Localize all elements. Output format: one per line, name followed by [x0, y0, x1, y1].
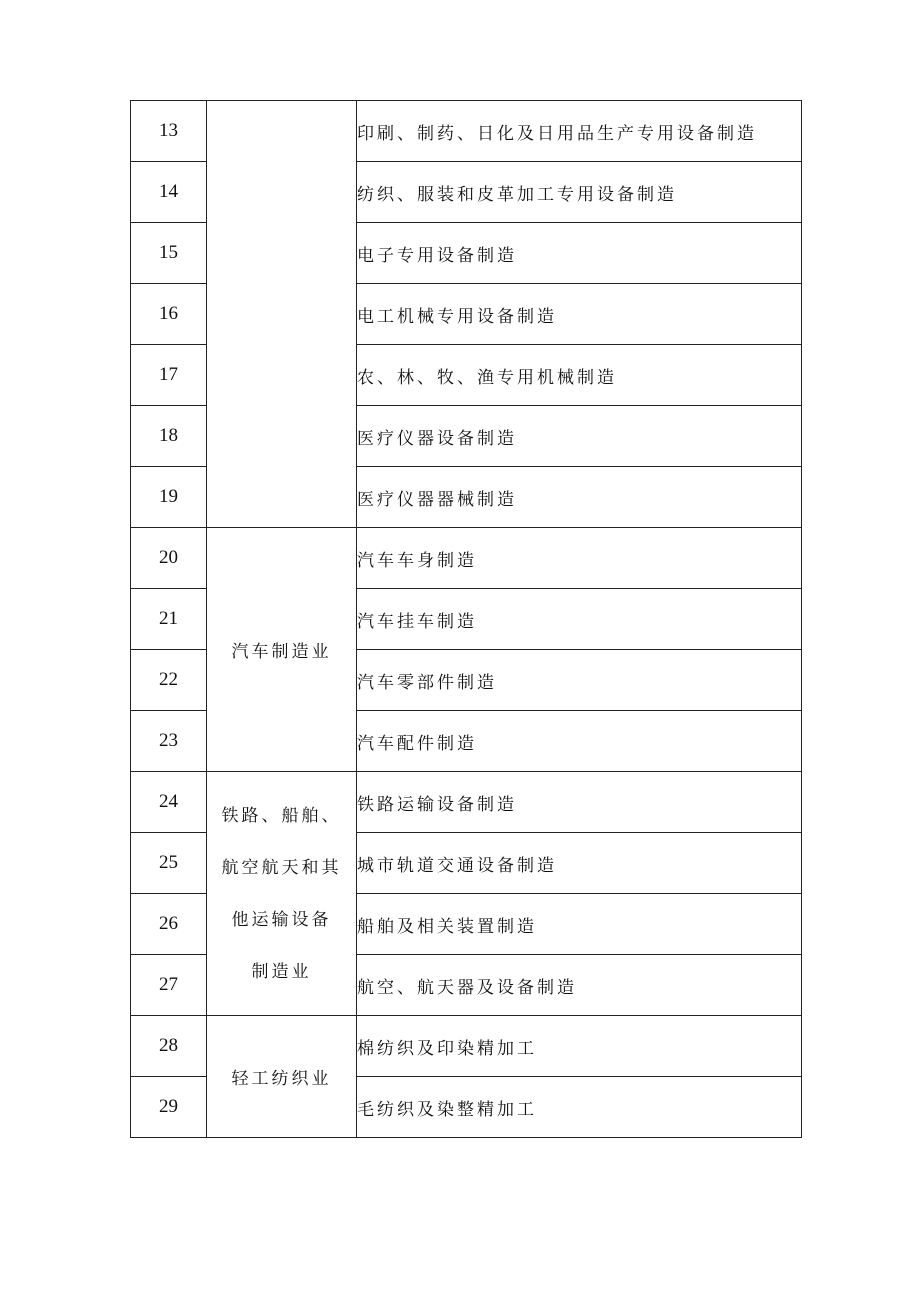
category-textile: 轻工纺织业 [207, 1016, 357, 1138]
industry-item: 印刷、制药、日化及日用品生产专用设备制造 [357, 101, 802, 162]
row-number: 25 [131, 833, 207, 894]
row-number: 24 [131, 772, 207, 833]
industry-item: 汽车零部件制造 [357, 650, 802, 711]
industry-item: 电子专用设备制造 [357, 223, 802, 284]
industry-item: 城市轨道交通设备制造 [357, 833, 802, 894]
industry-item: 毛纺织及染整精加工 [357, 1077, 802, 1138]
category-transport-line: 他运输设备 [231, 909, 332, 930]
row-number: 22 [131, 650, 207, 711]
industry-item: 纺织、服装和皮革加工专用设备制造 [357, 162, 802, 223]
industry-item: 铁路运输设备制造 [357, 772, 802, 833]
industry-item: 农、林、牧、渔专用机械制造 [357, 345, 802, 406]
category-transport [207, 772, 357, 1016]
row-number: 16 [131, 284, 207, 345]
table-row [131, 1016, 802, 1077]
industry-item: 电工机械专用设备制造 [357, 284, 802, 345]
industry-item: 航空、航天器及设备制造 [357, 955, 802, 1016]
row-number: 17 [131, 345, 207, 406]
industry-table [130, 100, 802, 1138]
row-number: 23 [131, 711, 207, 772]
industry-item: 棉纺织及印染精加工 [357, 1016, 802, 1077]
industry-item: 医疗仪器设备制造 [357, 406, 802, 467]
row-number: 15 [131, 223, 207, 284]
category-transport-line: 铁路、船舶、 [221, 805, 342, 826]
industry-item: 船舶及相关装置制造 [357, 894, 802, 955]
row-number: 21 [131, 589, 207, 650]
table-row [131, 772, 802, 833]
industry-item: 医疗仪器器械制造 [357, 467, 802, 528]
category-cell-empty [207, 101, 357, 528]
category-transport-line: 制造业 [251, 961, 312, 982]
row-number: 19 [131, 467, 207, 528]
row-number: 29 [131, 1077, 207, 1138]
row-number: 18 [131, 406, 207, 467]
industry-item: 汽车配件制造 [357, 711, 802, 772]
industry-item: 汽车挂车制造 [357, 589, 802, 650]
row-number: 14 [131, 162, 207, 223]
table-row [131, 101, 802, 162]
row-number: 26 [131, 894, 207, 955]
category-automotive: 汽车制造业 [207, 528, 357, 772]
table-row [131, 528, 802, 589]
row-number: 27 [131, 955, 207, 1016]
row-number: 13 [131, 101, 207, 162]
row-number: 28 [131, 1016, 207, 1077]
industry-item: 汽车车身制造 [357, 528, 802, 589]
category-transport-line: 航空航天和其 [221, 857, 342, 878]
row-number: 20 [131, 528, 207, 589]
